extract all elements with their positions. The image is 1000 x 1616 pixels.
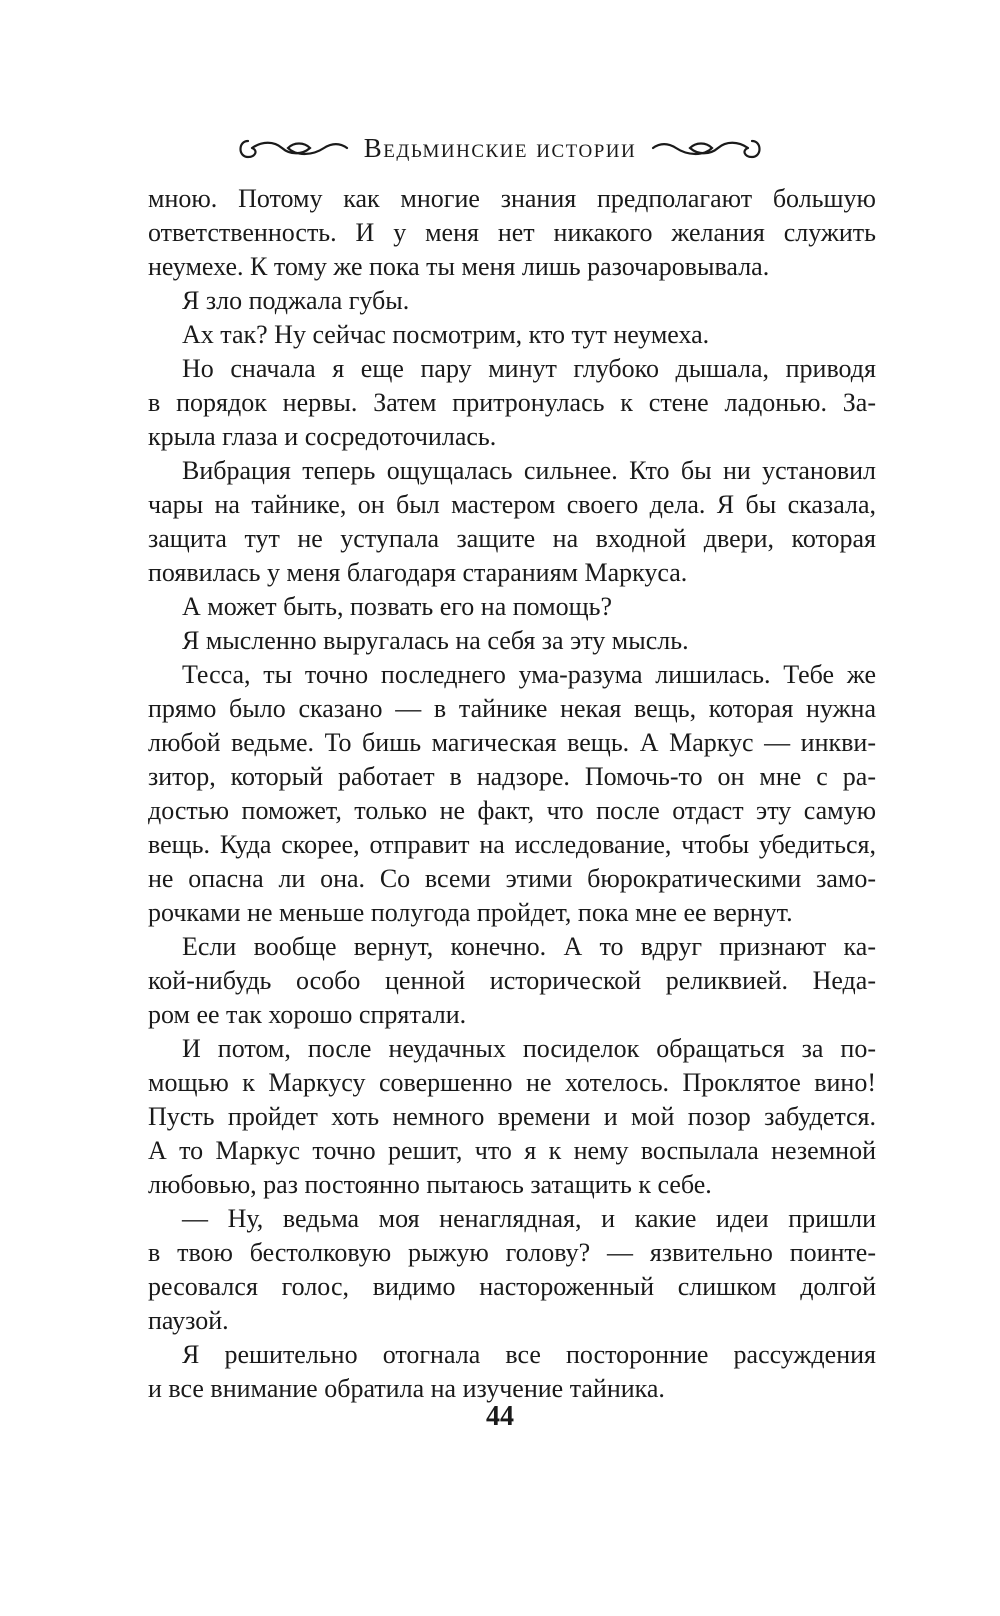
text-line: А то Маркус точно решит, что я к нему воспылала неземной (148, 1136, 876, 1165)
paragraph (148, 318, 876, 352)
text-line: неумехе. К тому же пока ты меня лишь разочаровывала. (148, 252, 770, 281)
text-line: рочками не меньше полугода пройдет, пока мне ее вернут. (148, 898, 793, 927)
paragraph (148, 352, 876, 454)
text-line: любой ведьме. То бишь магическая вещь. А Маркус — инкви- (148, 728, 876, 757)
text-line: ром ее так хорошо спрятали. (148, 1000, 467, 1029)
text-line: появилась у меня благодаря стараниям Маркуса. (148, 558, 688, 587)
paragraph (148, 454, 876, 590)
page-number: 44 (486, 1401, 514, 1432)
text-line: и все внимание обратила на изучение тайника. (148, 1374, 665, 1403)
flourish-ornament-icon (650, 131, 768, 165)
text-line: Ах так? Ну сейчас посмотрим, кто тут неумеха. (182, 320, 710, 349)
text-line: зитор, который работает в надзоре. Помочь-то он мне с ра- (148, 762, 876, 791)
text-line: паузой. (148, 1306, 229, 1335)
paragraph (148, 1032, 876, 1202)
text-line: Тесса, ты точно последнего ума-разума лишилась. Тебе же (182, 660, 876, 689)
text-line: Я зло поджала губы. (182, 286, 410, 315)
text-line: — Ну, ведьма моя ненаглядная, и какие идеи пришли (182, 1204, 876, 1233)
text-line: чары на тайнике, он был мастером своего дела. Я бы сказала, (148, 490, 876, 519)
text-line: мною. Потому как многие знания предполагают большую (148, 184, 876, 213)
text-line: в твою бестолковую рыжую голову? — язвительно поинте- (148, 1238, 876, 1267)
paragraph (148, 658, 876, 930)
body-text (148, 182, 876, 1406)
text-line: Если вообще вернут, конечно. А то вдруг признают ка- (182, 932, 876, 961)
paragraph (148, 182, 876, 284)
running-title: Ведьминские истории (363, 132, 637, 163)
text-line: не опасна ли она. Со всеми этими бюрократическими замо- (148, 864, 876, 893)
flourish-ornament-icon (232, 131, 350, 165)
paragraph (148, 284, 876, 318)
text-line: ответственность. И у меня нет никакого желания служить (148, 218, 876, 247)
paragraph (148, 624, 876, 658)
text-line: ресовался голос, видимо настороженный слишком долгой (148, 1272, 876, 1301)
text-line: И потом, после неудачных посиделок обращаться за по- (182, 1034, 876, 1063)
text-line: в порядок нервы. Затем притронулась к стене ладонью. За- (148, 388, 876, 417)
text-line: любовью, раз постоянно пытаюсь затащить к себе. (148, 1170, 712, 1199)
text-line: прямо было сказано — в тайнике некая вещь, которая нужна (148, 694, 876, 723)
text-line: вещь. Куда скорее, отправит на исследование, чтобы убедиться, (148, 830, 876, 859)
paragraph (148, 590, 876, 624)
paragraph (148, 1202, 876, 1338)
text-line: А может быть, позвать его на помощь? (182, 592, 613, 621)
text-line: достью поможет, только не факт, что после отдаст эту самую (148, 796, 876, 825)
text-line: кой-нибудь особо ценной исторической реликвией. Неда- (148, 966, 876, 995)
text-line: крыла глаза и сосредоточилась. (148, 422, 497, 451)
text-line: Пусть пройдет хоть немного времени и мой позор забудется. (148, 1102, 876, 1131)
text-line: Вибрация теперь ощущалась сильнее. Кто бы ни установил (182, 456, 876, 485)
text-line: Я мысленно выругалась на себя за эту мысль. (182, 626, 689, 655)
text-line: защита тут не уступала защите на входной двери, которая (148, 524, 876, 553)
running-header (0, 126, 1000, 170)
text-line: Я решительно отогнала все посторонние рассуждения (182, 1340, 876, 1369)
text-line: Но сначала я еще пару минут глубоко дышала, приводя (182, 354, 876, 383)
text-line: мощью к Маркусу совершенно не хотелось. Проклятое вино! (148, 1068, 876, 1097)
paragraph (148, 930, 876, 1032)
paragraph (148, 1338, 876, 1406)
